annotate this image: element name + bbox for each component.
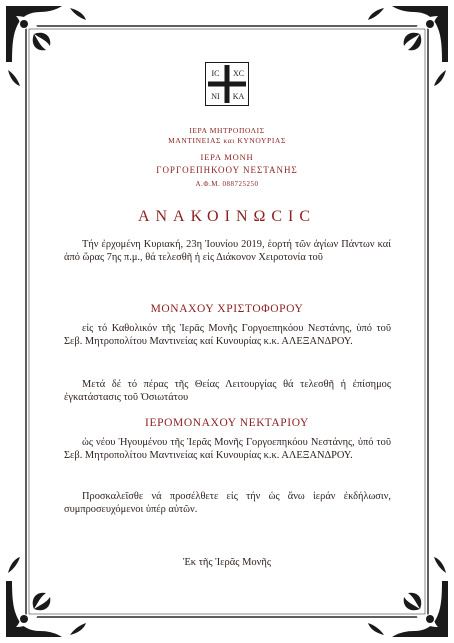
corner-ornament-bottom-right [368, 557, 448, 637]
announcement-title: ΑΝΑΚΟΙΝΩCΙC [137, 208, 317, 225]
paragraph-invitation: Προσκαλεῖσθε νά προσέλθετε εἰς τήν ὡς ἄνω ἱεράν ἐκδήλωσιν, συμπροσευχόμενοι ὑπέρ αὐτῶν. [64, 491, 391, 516]
emblem-ka: ΚΑ [232, 92, 245, 101]
name-hieromonk-nektarios: ΙΕΡΟΜΟΝΑΧΟΥ ΝΕΚΤΑΡΙΟΥ [145, 417, 309, 429]
cross-emblem-icon [205, 62, 249, 106]
metropolis-line1: ΙΕΡΑ ΜΗΤΡΟΠΟΛΙΣ [189, 126, 265, 135]
paragraph-installation: Μετά δέ τό πέρας τῆς Θείας Λειτουργίας θά τελεσθῆ ἡ ἐπίσημος ἐγκατάστασις τοῦ Ὁσιωτάτου [64, 379, 391, 404]
name-monk-christoforos: ΜΟΝΑΧΟΥ ΧΡΙΣΤΟΦΟΡΟΥ [150, 303, 304, 315]
metropolis-line2: ΜΑΝΤΙΝΕΙΑΣ και ΚΥΝΟΥΡΙΑΣ [168, 136, 286, 145]
emblem-ic: ΙC [211, 69, 220, 78]
afm-number: Α.Φ.Μ. 088725250 [195, 180, 259, 188]
monastery-line2: ΓΟΡΓΟΕΠΗΚΟΟΥ ΝΕΣΤΑΝΗΣ [156, 165, 298, 175]
emblem-ni: ΝΙ [211, 92, 220, 101]
monastery-line1: ΙΕΡΑ ΜΟΝΗ [200, 152, 254, 162]
emblem-xc: XC [232, 69, 245, 78]
paragraph-location: εἰς τό Καθολικόν τῆς Ἱερᾶς Μονῆς Γοργοεπηκόου Νεστάνης, ὑπό τοῦ Σεβ. Μητροπολίτου Μαντινείας καί Κυνουρίας κ.κ. ΑΛΕΞΑΝΔΡΟΥ. [64, 323, 391, 348]
corner-ornament-top-left [6, 6, 86, 86]
corner-ornament-bottom-left [6, 557, 86, 637]
signature-line: Ἐκ τῆς Ἱερᾶς Μονῆς [182, 557, 272, 568]
paragraph-ordination: Τήν ἐρχομένη Κυριακή, 23η Ἰουνίου 2019, ἑορτή τῶν ἁγίων Πάντων καί ἀπό ὥρας 7ης π.μ., θά τελεσθῆ ἡ εἰς Διάκονον Χειροτονία τοῦ [64, 239, 391, 264]
corner-ornament-top-right [368, 6, 448, 86]
paragraph-abbot: ὡς νέου Ἡγουμένου τῆς Ἱερᾶς Μονῆς Γοργοεπηκόου Νεστάνης, ὑπό τοῦ Σεβ. Μητροπολίτου Μαντινείας καί Κυνουρίας κ.κ. ΑΛΕΞΑΝΔΡΟΥ. [64, 437, 391, 462]
